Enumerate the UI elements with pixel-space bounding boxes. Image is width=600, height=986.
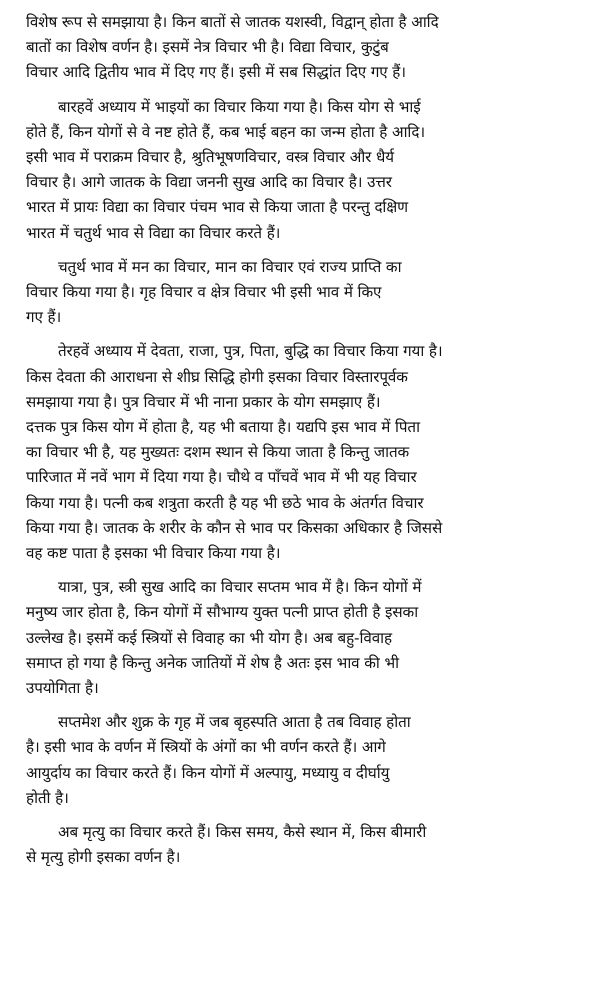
- text-line: इसी भाव में पराक्रम विचार है, श्रुतिभूषणविचार, वस्त्र विचार और धैर्य: [26, 148, 394, 167]
- paragraph-4: [26, 339, 586, 566]
- text-line: उपयोगिता है।: [26, 679, 99, 698]
- text-line: भारत में प्रायः विद्या का विचार पंचम भाव से किया जाता है परन्तु दक्षिण: [26, 198, 409, 217]
- paragraph-1: [26, 10, 586, 86]
- text-line: चतुर्थ भाव में मन का विचार, मान का विचार एवं राज्य प्राप्ति का: [58, 257, 402, 276]
- text-line: समाप्त हो गया है किन्तु अनेक जातियों में शेष है अतः इस भाव की भी: [26, 653, 399, 672]
- text-line: पारिजात में नवें भाग में दिया गया है। चौथे व पाँचवें भाव में भी यह विचार: [26, 468, 417, 487]
- text-line: होती है।: [26, 788, 69, 807]
- paragraph-6: [26, 710, 586, 811]
- text-line: बातों का विशेष वर्णन है। इसमें नेत्र विचार भी है। विद्या विचार, कुटुंब: [26, 38, 389, 57]
- paragraph-5: [26, 575, 586, 701]
- text-line: विशेष रूप से समझाया है। किन बातों से जातक यशस्वी, विद्वान् होता है आदि: [26, 13, 439, 31]
- text-line: दत्तक पुत्र किस योग में होता है, यह भी बताया है। यद्यपि इस भाव में पिता: [26, 418, 420, 437]
- text-line: से मृत्यु होगी इसका वर्णन है।: [26, 848, 181, 867]
- text-line: गए हैं।: [26, 308, 62, 327]
- text-line: भारत में चतुर्थ भाव से विद्या का विचार करते हैं।: [26, 223, 281, 242]
- paragraph-7: [26, 820, 586, 870]
- text-line: तेरहवें अध्याय में देवता, राजा, पुत्र, पिता, बुद्धि का विचार किया गया है।: [58, 342, 443, 361]
- text-line: वह कष्ट पाता है इसका भी विचार किया गया है।: [26, 544, 281, 563]
- text-line: उल्लेख है। इसमें कई स्त्रियों से विवाह का भी योग है। अब बहु-विवाह: [26, 628, 392, 647]
- text-line: समझाया गया है। पुत्र विचार में भी नाना प्रकार के योग समझाए हैं।: [26, 392, 381, 411]
- text-line: है। इसी भाव के वर्णन में स्त्रियों के अंगों का भी वर्णन करते हैं। आगे: [26, 738, 386, 757]
- text-line: यात्रा, पुत्र, स्त्री सुख आदि का विचार सप्तम भाव में है। किन योगों में: [58, 578, 422, 597]
- text-line: विचार है। आगे जातक के विद्या जननी सुख आदि का विचार है। उत्तर: [26, 173, 392, 192]
- text-line: मनुष्य जार होता है, किन योगों में सौभाग्य युक्त पत्नी प्राप्त होती है इसका: [26, 603, 419, 622]
- paragraph-2: [26, 95, 586, 246]
- text-line: सप्तमेश और शुक्र के गृह में जब बृहस्पति आता है तब विवाह होता: [58, 713, 411, 732]
- text-line: बारहवें अध्याय में भाइयों का विचार किया गया है। किस योग से भाई: [58, 97, 421, 116]
- text-line: आयुर्दाय का विचार करते हैं। किन योगों में अल्पायु, मध्यायु व दीर्घायु: [26, 763, 390, 782]
- text-line: किया गया है। पत्नी कब शत्रुता करती है यह भी छठे भाव के अंतर्गत विचार: [26, 493, 424, 512]
- text-line: विचार किया गया है। गृह विचार व क्षेत्र विचार भी इसी भाव में किए: [26, 283, 382, 302]
- text-line: विचार आदि द्वितीय भाव में दिए गए हैं। इसी में सब सिद्धांत दिए गए हैं।: [26, 63, 406, 82]
- paragraph-3: [26, 255, 586, 331]
- text-line: किस देवता की आराधना से शीघ्र सिद्धि होगी इसका विचार विस्तारपूर्वक: [26, 367, 408, 386]
- text-line: का विचार भी है, यह मुख्यतः दशम स्थान से किया जाता है किन्तु जातक: [26, 443, 410, 462]
- text-line: किया गया है। जातक के शरीर के कौन से भाव पर किसका अधिकार है जिससे: [26, 518, 443, 537]
- text-line: होते हैं, किन योगों से वे नष्ट होते हैं, कब भाई बहन का जन्म होता है आदि।: [26, 122, 425, 141]
- text-line: अब मृत्यु का विचार करते हैं। किस समय, कैसे स्थान में, किस बीमारी: [58, 823, 427, 842]
